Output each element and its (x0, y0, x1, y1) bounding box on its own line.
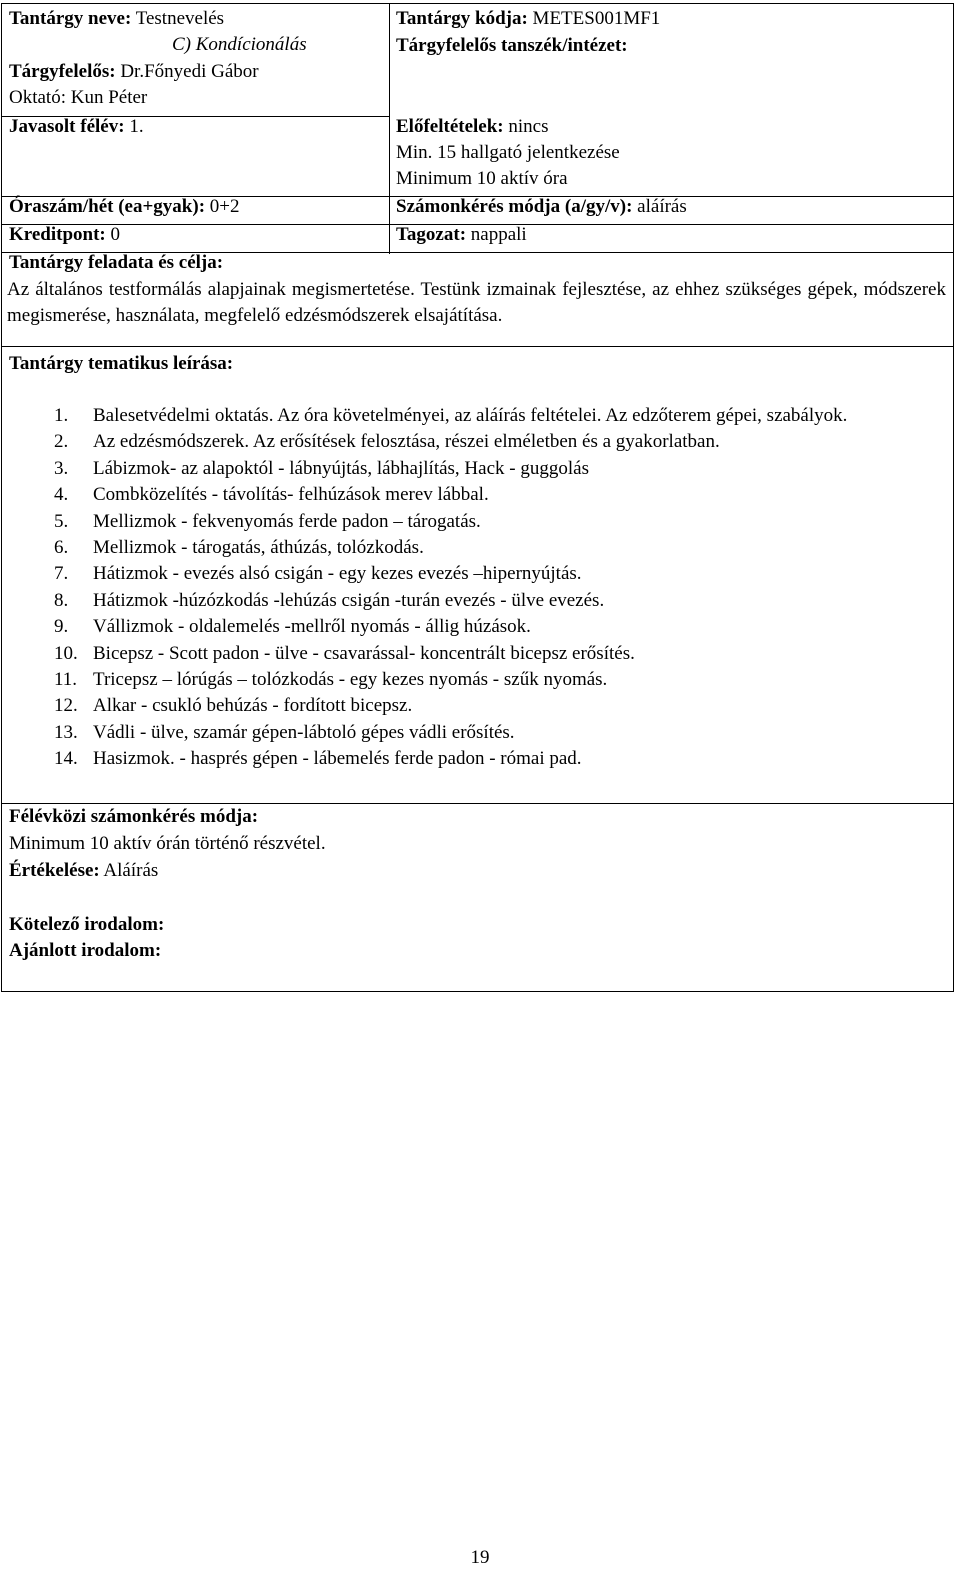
responsible-person (9, 59, 259, 85)
responsible-label: Tárgyfelelős: (9, 61, 116, 82)
topic-number: 2. (54, 431, 69, 453)
teacher-value: Kun Péter (66, 87, 148, 108)
teacher-label: Oktató: (9, 87, 66, 108)
topic-text: Az edzésmódszerek. Az erősítések felosztása, részei elméletben és a gyakorlatban. (93, 431, 720, 453)
topic-item (54, 641, 943, 667)
topic-text: Balesetvédelmi oktatás. Az óra követelményei, az aláírás feltételei. Az edzőterem gépei, szabályok. (93, 405, 848, 426)
study-track (396, 222, 527, 248)
topic-text: Hasizmok. - hasprés gépen - lábemelés ferde padon - római pad. (93, 748, 582, 770)
weekly-hours (9, 194, 240, 220)
hours-value: 0+2 (205, 196, 240, 217)
topic-number: 6. (54, 537, 69, 559)
topic-number: 14. (54, 748, 78, 770)
subject-subtitle: C) Kondícionálás (172, 34, 307, 55)
evaluation-value: Aláírás (99, 860, 159, 881)
department-label: Tárgyfelelős tanszék/intézet: (396, 35, 628, 56)
topic-item (54, 429, 943, 455)
topic-number: 4. (54, 484, 69, 506)
exam-label: Számonkérés módja (a/gy/v): (396, 196, 633, 217)
subject-code (396, 6, 660, 32)
topic-item (54, 509, 943, 535)
topic-text: Bicepsz - Scott padon - ülve - csavarással- koncentrált bicepsz erősítés. (93, 642, 635, 664)
topic-item (54, 588, 943, 614)
evaluation-label: Értékelése: (9, 860, 100, 881)
topic-text: Lábizmok- az alapoktól - lábnyújtás, lábhajlítás, Hack - guggolás (93, 457, 589, 479)
recommended-semester (9, 114, 144, 140)
credit-points (9, 222, 120, 248)
topic-number: 8. (54, 589, 69, 611)
goals-text: Az általános testformálás alapjainak megismertetése. Testünk izmainak fejlesztése, az ehhez szükséges gépek, módszerek megismerése, használata, megfelelő edzésmódszerek elsajátítása. (7, 279, 946, 326)
hours-label: Óraszám/hét (ea+gyak): (9, 196, 206, 217)
goals-label: Tantárgy feladata és célja: (9, 252, 224, 273)
topic-number: 12. (54, 695, 78, 717)
topic-item (54, 614, 943, 640)
page-number: 19 (470, 1547, 490, 1568)
topic-number: 9. (54, 616, 69, 638)
topic-number: 1. (54, 405, 69, 426)
topic-number: 3. (54, 457, 69, 479)
subject-name-value: Testnevelés (131, 8, 225, 29)
prereq-label: Előfeltételek: (396, 116, 504, 137)
prereq-min-students: Min. 15 hallgató jelentkezése (396, 142, 620, 163)
topic-item (54, 561, 943, 587)
responsible-value: Dr.Főnyedi Gábor (115, 61, 259, 82)
topic-text: Combközelítés - távolítás- felhúzások merev lábbal. (93, 484, 489, 506)
evaluation (9, 858, 158, 884)
assessment-text: Minimum 10 aktív órán történő részvétel. (9, 833, 326, 854)
credit-label: Kreditpont: (9, 224, 106, 245)
topic-number: 5. (54, 510, 69, 532)
topic-text: Mellizmok - tárogatás, áthúzás, tolózkodás. (93, 537, 424, 559)
topic-text: Hátizmok - evezés alsó csigán - egy kezes evezés –hipernyújtás. (93, 563, 582, 585)
topic-item (54, 667, 943, 693)
topic-text: Hátizmok -húzózkodás -lehúzás csigán -turán evezés - ülve evezés. (93, 589, 605, 611)
topic-text: Tricepsz – lórúgás – tolózkodás - egy kezes nyomás - szűk nyomás. (93, 669, 608, 691)
topic-number: 7. (54, 563, 69, 585)
credit-value: 0 (105, 224, 121, 245)
topic-text: Mellizmok - fekvenyomás ferde padon – tárogatás. (93, 510, 481, 532)
column-divider (389, 4, 390, 254)
subject-name (9, 6, 224, 32)
code-label: Tantárgy kódja: (396, 8, 528, 29)
topics-label: Tantárgy tematikus leírása: (9, 353, 234, 374)
track-value: nappali (466, 224, 527, 245)
prereq-min-sessions: Minimum 10 aktív óra (396, 168, 568, 189)
subject-name-label: Tantárgy neve: (9, 8, 132, 29)
topic-text: Vádli - ülve, szamár gépen-lábtoló gépes vádli erősítés. (93, 721, 515, 743)
topic-item (54, 693, 943, 719)
topic-item (54, 720, 943, 746)
topic-item (54, 535, 943, 561)
prereq-value: nincs (503, 116, 549, 137)
exam-type (396, 194, 687, 220)
mandatory-literature-label: Kötelező irodalom: (9, 914, 165, 935)
topic-item (54, 403, 943, 429)
teacher (9, 85, 147, 111)
topic-number: 10. (54, 642, 78, 664)
prerequisites (396, 114, 548, 140)
semester-label: Javasolt félév: (9, 116, 125, 137)
recommended-literature-label: Ajánlott irodalom: (9, 940, 162, 961)
exam-value: aláírás (632, 196, 687, 217)
topic-item (54, 482, 943, 508)
topics-list (54, 403, 943, 773)
topic-text: Vállizmok - oldalemelés -mellről nyomás - állig húzások. (93, 616, 531, 638)
code-value: METES001MF1 (527, 8, 661, 29)
topic-text: Alkar - csukló behúzás - fordított bicepsz. (93, 695, 413, 717)
track-label: Tagozat: (396, 224, 467, 245)
topic-item (54, 746, 943, 772)
topic-item (54, 456, 943, 482)
row-divider (2, 346, 953, 347)
assessment-label: Félévközi számonkérés módja: (9, 806, 259, 827)
topic-number: 11. (54, 669, 78, 691)
topic-number: 13. (54, 721, 78, 743)
semester-value: 1. (124, 116, 144, 137)
